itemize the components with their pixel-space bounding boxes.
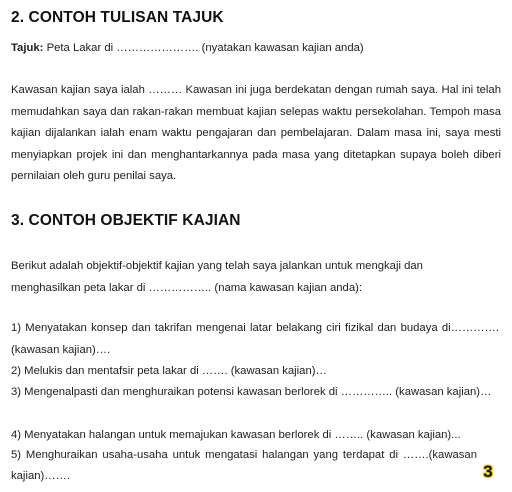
tajuk-text: Peta Lakar di …………………. (nyatakan kawasan kajian anda) [43, 42, 364, 54]
objective-item-3: 3) Mengenalpasti dan menghuraikan potensi kawasan berlorek di ………….. (kawasan kajian)… [11, 386, 492, 398]
objective-item-2: 2) Melukis dan mentafsir peta lakar di ……. (kawasan kajian)… [11, 365, 327, 377]
tajuk-label: Tajuk: [11, 42, 44, 54]
tajuk-line [11, 38, 501, 58]
tajuk-paragraph: Kawasan kajian saya ialah ……… Kawasan ini juga berdekatan dengan rumah saya. Hal ini telah memudahkan saya dan rakan-rakan membuat kajian selepas waktu persekolahan. Tempoh masa kajian dijalankan ialah enam waktu pengajaran dan pembelajaran. Dalam masa ini, saya mesti menyiapkan projek ini dan menghantarkannya pada masa yang ditetapkan supaya boleh diberi pernilaian oleh guru penilai saya. [11, 84, 501, 182]
page-number: 3 [483, 462, 493, 481]
objektif-intro: Berikut adalah objektif-objektif kajian yang telah saya jalankan untuk mengkaji dan menghasilkan peta lakar di …………….. (nama kawasan kajian anda): [11, 260, 423, 294]
objective-item-1: 1) Menyatakan konsep dan takrifan mengenai latar belakang ciri fizikal dan budaya di………….(kawasan kajian)…. [11, 322, 499, 356]
objective-item-5: 5) Menghuraikan usaha-usaha untuk mengatasi halangan yang terdapat di …….(kawasan kajian)……. [11, 449, 477, 482]
section-heading-tajuk: 2. CONTOH TULISAN TAJUK [11, 9, 224, 26]
objective-item-4: 4) Menyatakan halangan untuk memajukan kawasan berlorek di …….. (kawasan kajian)... [11, 429, 461, 441]
section-heading-objektif: 3. CONTOH OBJEKTIF KAJIAN [11, 212, 241, 229]
